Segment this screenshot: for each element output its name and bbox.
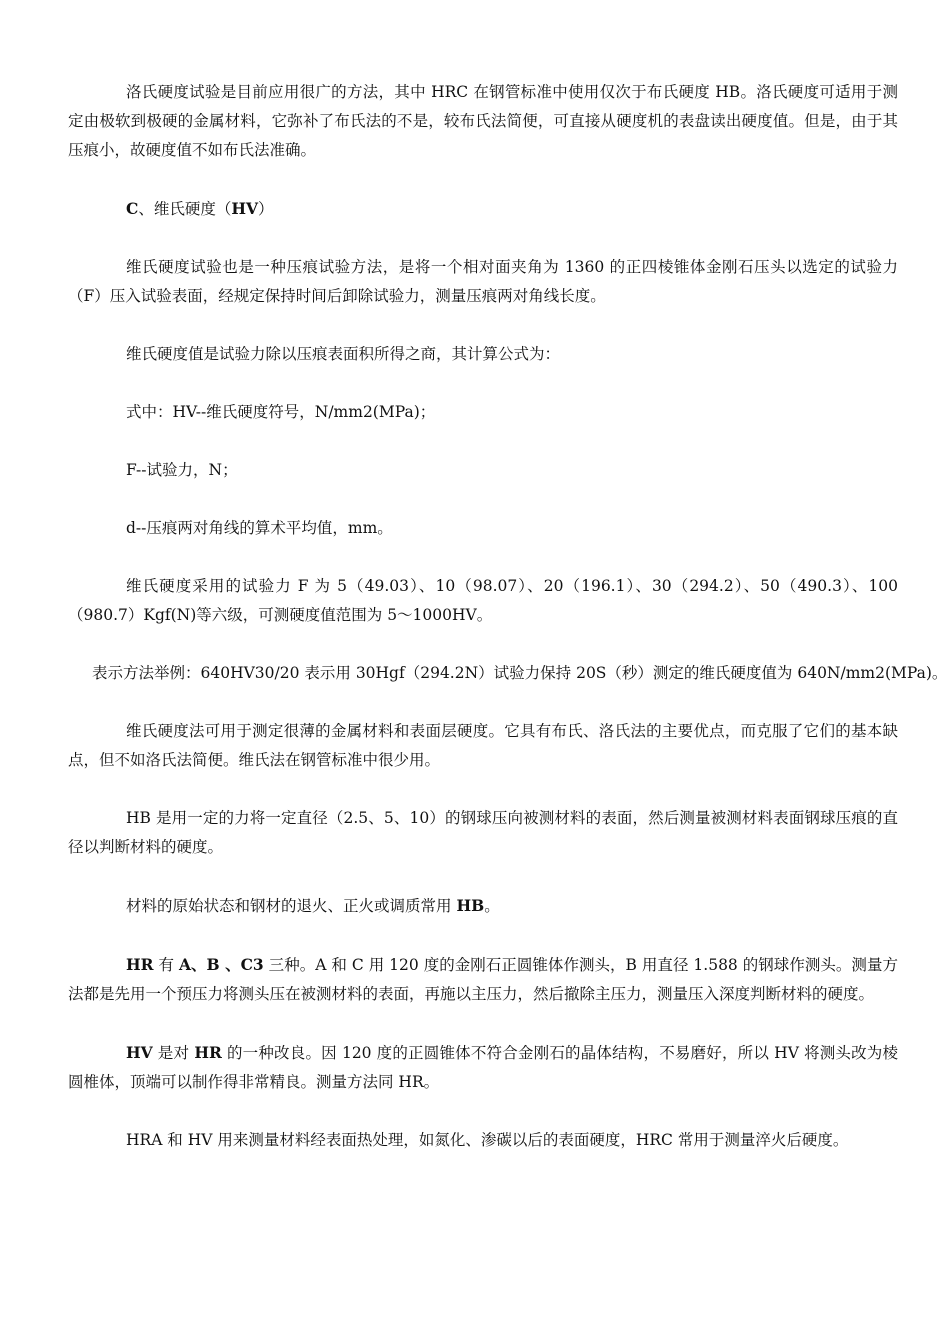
paragraph-vickers-method: 维氏硬度试验也是一种压痕试验方法，是将一个相对面夹角为 1360 的正四棱锥体金刚石压头以选定的试验力（F）压入试验表面，经规定保持时间后卸除试验力，测量压痕两对角线长度。 [68,258,898,305]
paragraph-symbol-f: F--试验力，N； [126,461,238,479]
hr-abbr: HR [126,955,154,974]
heading-abbr: HV [231,199,259,218]
hb-usage-end: 。 [484,897,500,915]
hv-abbr: HV [126,1043,153,1062]
hb-usage-abbr: HB [456,896,485,915]
paragraph-hra-hv-usage: HRA 和 HV 用来测量材料经表面热处理，如氮化、渗碳以后的表面硬度，HRC 常用于测量淬火后硬度。 [126,1131,849,1149]
hb-usage-text: 材料的原始状态和钢材的退火、正火或调质常用 [126,897,457,915]
hr-types: A、B 、C3 [178,955,264,974]
hr-text-2: 三种。A 和 C 用 120 度的金刚石正圆锥体作测头，B 用直径 1.588 的钢球作测头。测量方法都是先用一个预压力将测头压在被测材料的表面，再施以主压力，然后撤除主压力，测量压入深度判断材料的硬度。 [68,956,898,1003]
paragraph-hb-usage [68,891,898,921]
paragraph-vickers-example: 表示方法举例：640HV30/20 表示用 30Hgf（294.2N）试验力保持 20S（秒）测定的维氏硬度值为 640N/mm2(MPa)。 [92,664,948,682]
hr-text-1: 有 [153,956,179,974]
heading-text: 、维氏硬度（ [138,200,232,218]
paragraph-hb-desc: HB 是用一定的力将一定直径（2.5、5、10）的钢球压向被测材料的表面，然后测量被测材料表面钢球压痕的直径以判断材料的硬度。 [68,809,898,856]
heading-letter: C [126,199,139,218]
heading-close: ） [258,200,274,218]
paragraph-hv-desc [68,1038,898,1097]
heading-vickers [68,194,898,224]
paragraph-vickers-forces: 维氏硬度采用的试验力 F 为 5（49.03）、10（98.07）、20（196.1）、30（294.2）、50（490.3）、100（980.7）Kgf(N)等六级，可测硬度值范围为 5～1000HV。 [68,577,898,624]
document-page [68,78,948,1184]
paragraph-vickers-formula: 维氏硬度值是试验力除以压痕表面积所得之商，其计算公式为： [126,345,561,363]
paragraph-symbol-hv: 式中：HV--维氏硬度符号，N/mm2(MPa)； [126,403,436,421]
paragraph-rockwell-intro: 洛氏硬度试验是目前应用很广的方法，其中 HRC 在钢管标准中使用仅次于布氏硬度 HB。洛氏硬度可适用于测定由极软到极硬的金属材料，它弥补了布氏法的不是，较布氏法简便，可直接从硬度机的表盘读出硬度值。但是，由于其压痕小，故硬度值不如布氏法准确。 [68,83,898,159]
paragraph-hr-desc [68,950,898,1009]
hv-hr-abbr: HR [194,1043,222,1062]
paragraph-symbol-d: d--压痕两对角线的算术平均值，mm。 [126,519,393,537]
hv-text-2: 的一种改良。因 120 度的正圆锥体不符合金刚石的晶体结构，不易磨好，所以 HV 将测头改为棱圆椎体，顶端可以制作得非常精良。测量方法同 HR。 [68,1044,898,1091]
hv-text-1: 是对 [152,1044,195,1062]
paragraph-vickers-usage: 维氏硬度法可用于测定很薄的金属材料和表面层硬度。它具有布氏、洛氏法的主要优点，而克服了它们的基本缺点，但不如洛氏法简便。维氏法在钢管标准中很少用。 [68,722,898,769]
